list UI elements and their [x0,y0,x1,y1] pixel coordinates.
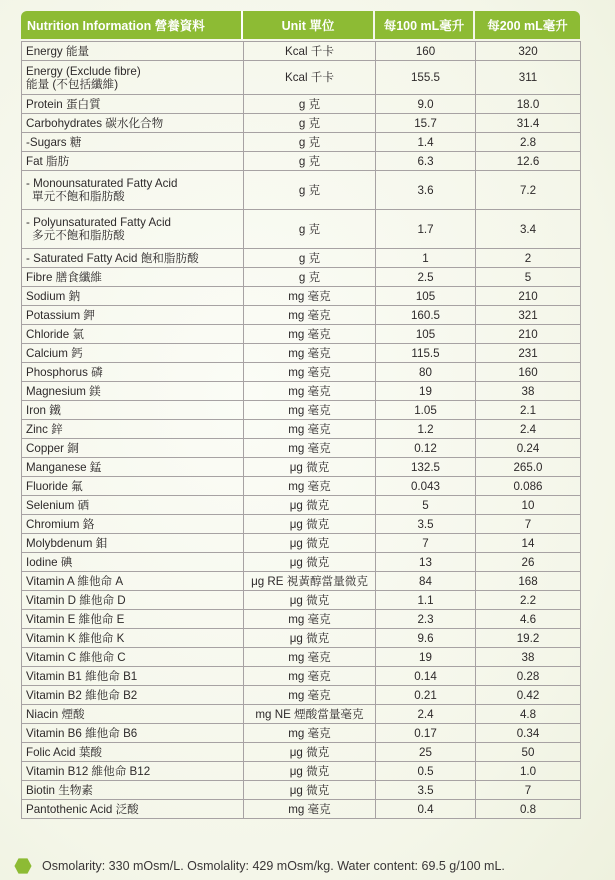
value-per-200ml: 2.2 [476,591,581,610]
nutrient-name [22,152,244,171]
value-per-100ml: 160.5 [376,306,476,325]
table-row [22,95,581,114]
table-row [22,553,581,572]
nutrient-name-line: - Polyunsaturated Fatty Acid [26,216,171,229]
value-per-200ml: 210 [476,325,581,344]
table-row [22,268,581,287]
value-per-200ml: 31.4 [476,114,581,133]
nutrient-name [22,648,244,667]
value-per-100ml: 19 [376,648,476,667]
hexagon-icon [14,857,32,875]
value-per-100ml: 0.21 [376,686,476,705]
unit-cell: mg 毫克 [244,724,376,743]
value-per-200ml: 0.086 [476,477,581,496]
nutrient-name [22,724,244,743]
nutrient-name [22,249,244,268]
nutrient-name [22,458,244,477]
unit-cell: mg 毫克 [244,420,376,439]
unit-cell: g 克 [244,95,376,114]
value-per-100ml: 1.1 [376,591,476,610]
value-per-200ml: 4.6 [476,610,581,629]
value-per-100ml: 132.5 [376,458,476,477]
unit-cell: mg 毫克 [244,439,376,458]
nutrient-name-line: Sodium 鈉 [26,289,81,303]
value-per-200ml: 0.24 [476,439,581,458]
unit-cell: g 克 [244,114,376,133]
value-per-100ml: 25 [376,743,476,762]
nutrition-panel [21,11,580,851]
nutrient-name [22,572,244,591]
unit-cell: mg 毫克 [244,325,376,344]
nutrient-name [22,553,244,572]
table-row [22,572,581,591]
nutrient-name [22,477,244,496]
value-per-200ml: 320 [476,42,581,61]
value-per-200ml: 10 [476,496,581,515]
unit-cell: μg 微克 [244,591,376,610]
column-header-unit: Unit 單位 [243,11,373,39]
value-per-200ml: 0.8 [476,800,581,819]
value-per-100ml: 15.7 [376,114,476,133]
nutrient-name [22,420,244,439]
table-row [22,800,581,819]
nutrient-name-line: Folic Acid 葉酸 [26,745,103,759]
value-per-200ml: 311 [476,61,581,95]
nutrient-name-line: - Monounsaturated Fatty Acid [26,177,178,190]
nutrient-name-line: Vitamin K 維他命 K [26,631,125,645]
nutrient-name [22,363,244,382]
value-per-100ml: 3.5 [376,515,476,534]
nutrient-name-line: 多元不飽和脂肪酸 [32,229,125,242]
nutrient-name [22,42,244,61]
nutrient-name-line: Vitamin B2 維他命 B2 [26,688,138,702]
nutrient-name [22,382,244,401]
value-per-200ml: 2.8 [476,133,581,152]
value-per-100ml: 105 [376,325,476,344]
nutrient-name [22,306,244,325]
unit-cell: μg 微克 [244,781,376,800]
unit-cell: mg 毫克 [244,800,376,819]
nutrient-name-line: Manganese 錳 [26,460,102,474]
nutrient-name-line: Pantothenic Acid 泛酸 [26,802,139,816]
footnote [14,854,505,878]
table-row [22,439,581,458]
value-per-100ml: 1.4 [376,133,476,152]
nutrient-name-line: Energy (Exclude fibre) [26,64,141,78]
value-per-200ml: 160 [476,363,581,382]
nutrient-name-line: 單元不飽和脂肪酸 [32,190,125,203]
unit-cell: mg 毫克 [244,686,376,705]
table-row [22,114,581,133]
nutrient-name-line: Fat 脂肪 [26,154,70,168]
value-per-100ml: 1.05 [376,401,476,420]
table-row [22,325,581,344]
table-row [22,458,581,477]
value-per-100ml: 115.5 [376,344,476,363]
table-row [22,401,581,420]
table-row [22,249,581,268]
value-per-100ml: 155.5 [376,61,476,95]
table-row [22,210,581,249]
nutrient-name [22,114,244,133]
value-per-200ml: 12.6 [476,152,581,171]
unit-cell: mg 毫克 [244,648,376,667]
value-per-200ml: 14 [476,534,581,553]
value-per-200ml: 7.2 [476,171,581,210]
value-per-200ml: 210 [476,287,581,306]
nutrient-name [22,591,244,610]
nutrient-name-line: Vitamin D 維他命 D [26,593,126,607]
value-per-200ml: 26 [476,553,581,572]
unit-cell: Kcal 千卡 [244,61,376,95]
unit-cell: mg 毫克 [244,667,376,686]
nutrient-name [22,515,244,534]
value-per-100ml: 105 [376,287,476,306]
value-per-200ml: 231 [476,344,581,363]
table-row [22,724,581,743]
value-per-100ml: 2.4 [376,705,476,724]
nutrient-name-line: Fibre 膳食纖維 [26,270,103,284]
nutrient-name [22,686,244,705]
table-row [22,477,581,496]
nutrient-name-line: 能量 (不包括纖維) [26,77,119,91]
nutrient-name [22,344,244,363]
unit-cell: g 克 [244,133,376,152]
value-per-100ml: 160 [376,42,476,61]
value-per-100ml: 3.5 [376,781,476,800]
value-per-200ml: 3.4 [476,210,581,249]
value-per-200ml: 0.28 [476,667,581,686]
unit-cell: g 克 [244,210,376,249]
nutrient-name-line: Iron 鐵 [26,403,61,417]
table-row [22,762,581,781]
unit-cell: μg RE 視黃醇當量微克 [244,572,376,591]
unit-cell: mg 毫克 [244,363,376,382]
value-per-100ml: 0.12 [376,439,476,458]
value-per-100ml: 7 [376,534,476,553]
value-per-100ml: 0.5 [376,762,476,781]
value-per-100ml: 9.6 [376,629,476,648]
table-row [22,591,581,610]
table-row [22,610,581,629]
nutrient-name-line: Biotin 生物素 [26,783,94,797]
table-row [22,287,581,306]
unit-cell: μg 微克 [244,743,376,762]
nutrient-name [22,268,244,287]
unit-cell: μg 微克 [244,629,376,648]
table-row [22,667,581,686]
nutrient-name-line: -Sugars 糖 [26,135,82,149]
table-row [22,171,581,210]
value-per-100ml: 19 [376,382,476,401]
value-per-200ml: 1.0 [476,762,581,781]
nutrient-name [22,534,244,553]
nutrition-table-body [22,42,581,819]
table-row [22,496,581,515]
nutrient-name-line: Vitamin B6 維他命 B6 [26,726,138,740]
value-per-200ml: 7 [476,515,581,534]
value-per-100ml: 9.0 [376,95,476,114]
value-per-100ml: 5 [376,496,476,515]
nutrient-name [22,401,244,420]
unit-cell: Kcal 千卡 [244,42,376,61]
unit-cell: μg 微克 [244,515,376,534]
table-row [22,648,581,667]
value-per-100ml: 80 [376,363,476,382]
value-per-100ml: 6.3 [376,152,476,171]
nutrient-name-line: Iodine 碘 [26,555,73,569]
table-row [22,629,581,648]
value-per-100ml: 1.7 [376,210,476,249]
nutrient-name-line: Fluoride 氟 [26,479,83,493]
value-per-200ml: 2.4 [476,420,581,439]
unit-cell: g 克 [244,268,376,287]
table-row [22,306,581,325]
nutrient-name-line: Vitamin C 維他命 C [26,650,126,664]
value-per-100ml: 84 [376,572,476,591]
unit-cell: mg 毫克 [244,287,376,306]
value-per-200ml: 321 [476,306,581,325]
nutrient-name-line: Molybdenum 鉬 [26,536,108,550]
nutrient-name [22,762,244,781]
nutrient-name-line: Carbohydrates 碳水化合物 [26,116,164,130]
nutrient-name [22,325,244,344]
table-row [22,133,581,152]
unit-cell: mg 毫克 [244,344,376,363]
nutrient-name [22,287,244,306]
value-per-100ml: 3.6 [376,171,476,210]
unit-cell: mg 毫克 [244,610,376,629]
nutrient-name-line: Selenium 硒 [26,498,90,512]
nutrient-name [22,496,244,515]
column-header-per-200ml: 每200 mL毫升 [475,11,580,39]
value-per-200ml: 18.0 [476,95,581,114]
nutrient-name-line: Phosphorus 磷 [26,365,103,379]
value-per-200ml: 5 [476,268,581,287]
table-row [22,743,581,762]
value-per-100ml: 0.043 [376,477,476,496]
value-per-200ml: 2.1 [476,401,581,420]
value-per-200ml: 0.34 [476,724,581,743]
nutrient-name [22,171,244,210]
table-title: Nutrition Information 營養資料 [21,11,241,39]
table-row [22,515,581,534]
value-per-100ml: 1.2 [376,420,476,439]
nutrient-name-line: Vitamin A 維他命 A [26,574,124,588]
value-per-200ml: 38 [476,382,581,401]
unit-cell: μg 微克 [244,458,376,477]
value-per-200ml: 265.0 [476,458,581,477]
nutrient-name-line: Vitamin B12 維他命 B12 [26,764,151,778]
value-per-100ml: 2.3 [376,610,476,629]
value-per-200ml: 4.8 [476,705,581,724]
unit-cell: mg 毫克 [244,382,376,401]
nutrient-name-line: Chromium 鉻 [26,517,95,531]
nutrient-name-line: Copper 銅 [26,441,79,455]
value-per-200ml: 7 [476,781,581,800]
value-per-100ml: 0.4 [376,800,476,819]
nutrient-name [22,705,244,724]
nutrient-name-line: Magnesium 鎂 [26,384,101,398]
nutrient-name-line: Chloride 氯 [26,327,84,341]
nutrient-name [22,743,244,762]
nutrient-name [22,210,244,249]
value-per-100ml: 0.17 [376,724,476,743]
unit-cell: mg 毫克 [244,477,376,496]
table-row [22,420,581,439]
nutrient-name-line: Niacin 煙酸 [26,707,85,721]
nutrient-name-line: Protein 蛋白質 [26,97,101,111]
footnote-text: Osmolarity: 330 mOsm/L. Osmolality: 429 mOsm/kg. Water content: 69.5 g/100 mL. [42,859,505,873]
table-row [22,42,581,61]
unit-cell: μg 微克 [244,534,376,553]
value-per-200ml: 168 [476,572,581,591]
value-per-200ml: 2 [476,249,581,268]
unit-cell: mg 毫克 [244,306,376,325]
nutrient-name [22,667,244,686]
unit-cell: μg 微克 [244,553,376,572]
table-row [22,363,581,382]
table-row [22,534,581,553]
nutrient-name-line: Energy 能量 [26,44,90,58]
nutrition-table [21,41,581,819]
nutrient-name-line: Calcium 鈣 [26,346,83,360]
nutrient-name [22,781,244,800]
unit-cell: g 克 [244,152,376,171]
nutrient-name-line: Zinc 鋅 [26,422,63,436]
unit-cell: μg 微克 [244,496,376,515]
table-row [22,382,581,401]
value-per-200ml: 50 [476,743,581,762]
column-header-per-100ml: 每100 mL毫升 [375,11,473,39]
nutrient-name [22,610,244,629]
value-per-100ml: 1 [376,249,476,268]
table-row [22,781,581,800]
value-per-100ml: 13 [376,553,476,572]
unit-cell: μg 微克 [244,762,376,781]
nutrient-name [22,95,244,114]
table-row [22,686,581,705]
nutrient-name [22,61,244,95]
nutrient-name [22,629,244,648]
unit-cell: mg 毫克 [244,401,376,420]
unit-cell: mg NE 煙酸當量毫克 [244,705,376,724]
table-row [22,344,581,363]
nutrient-name-line: Vitamin E 維他命 E [26,612,125,626]
nutrient-name [22,800,244,819]
value-per-200ml: 0.42 [476,686,581,705]
value-per-100ml: 0.14 [376,667,476,686]
unit-cell: g 克 [244,249,376,268]
table-row [22,152,581,171]
nutrient-name-line: Vitamin B1 維他命 B1 [26,669,138,683]
value-per-200ml: 38 [476,648,581,667]
nutrient-name-line: Potassium 鉀 [26,308,95,322]
table-row [22,705,581,724]
nutrient-name [22,133,244,152]
value-per-100ml: 2.5 [376,268,476,287]
unit-cell: g 克 [244,171,376,210]
nutrient-name-line: - Saturated Fatty Acid 飽和脂肪酸 [26,251,199,265]
value-per-200ml: 19.2 [476,629,581,648]
table-row [22,61,581,95]
nutrient-name [22,439,244,458]
